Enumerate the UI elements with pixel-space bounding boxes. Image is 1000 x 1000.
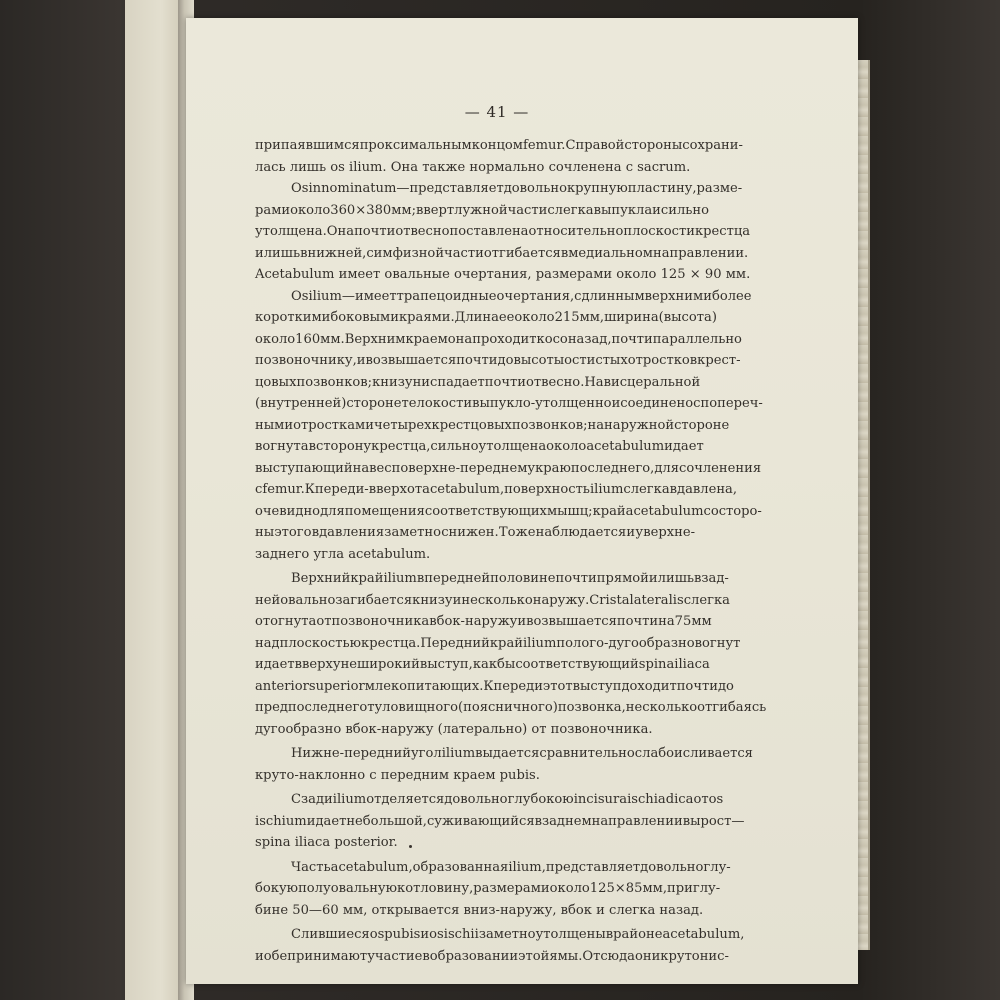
- page-text: [255, 135, 767, 967]
- text-line: Acetabulum имеет овальные очертания, размерами около 125 × 90 мм.: [255, 267, 751, 282]
- text-line: вогнута в сторону крестца, сильно утолщена около acetabulum и дает: [255, 439, 704, 454]
- paragraph-first-line: Os ilium—имеет трапецоидные очертания, с длинным верхним и более: [291, 288, 752, 304]
- paragraph-first-line: Слившиеся os pubis и os ischii заметно утолщены в районе acetabulum,: [291, 927, 745, 942]
- text-line: (внутренней) стороне тело кости выпукло-утолщенно и соединено с попереч-: [255, 396, 763, 411]
- text-line: лась лишь os ilium. Она также нормально сочленена с sacrum.: [255, 159, 691, 175]
- text-line: ны этого вдавления заметно снижен. То же наблюдается и у верхне-: [255, 525, 695, 540]
- text-line: очевидно для помещения соответствующих мышц; край acetabulum со сторо-: [255, 503, 762, 519]
- text-line: предпоследнего туловищного (поясничного) позвонка, несколько отгибаясь: [255, 700, 767, 715]
- text-line: около 160 мм. Верхним краем она проходит косо назад, почти параллельно: [255, 331, 742, 347]
- text-line: короткими боковыми краями. Длина ее около 215 мм, ширина (высота): [255, 310, 717, 325]
- text-line: spina iliaca posterior.: [255, 835, 398, 850]
- text-line: бине 50—60 мм, открывается вниз-наружу, вбок и слегка назад.: [255, 902, 704, 918]
- text-line: утолщена. Она почти отвесно поставлена относительно плоскости крестца: [255, 224, 751, 239]
- text-line: над плоскостью крестца. Передний край ilium полого-дугообразно вогнут: [255, 635, 741, 651]
- text-line: выступающий навес по верхне-переднему краю последнего, для сочленения: [255, 460, 762, 476]
- text-line: anterior superior млекопитающих. Кпереди этот выступ доходит почти до: [255, 678, 734, 694]
- paragraph-first-line: Сзади ilium отделяется довольно глубокою incisura ischiadica от os: [291, 792, 724, 807]
- paragraph-first-line: Os innominatum — представляет довольно крупную пластину, разме-: [291, 181, 743, 196]
- page-number: — 41 —: [464, 103, 530, 121]
- text-line: позвоночнику, и возвышается почти до высоты остистых отростков крест-: [255, 353, 741, 368]
- paragraph-first-line: Нижне-передний угол ilium выдается сравнительно слабо и сливается: [291, 746, 753, 761]
- text-line: припаявшимся проксимальным концом femur. С правой стороны сохрани-: [255, 138, 743, 153]
- text-line: с femur. Кпереди-вверх от acetabulum, поверхность ilium слегка вдавлена,: [255, 482, 738, 497]
- text-line: рами около 360 × 380 мм; в вертлужной части слегка выпукла и сильно: [255, 202, 710, 218]
- text-line: отогнута от позвоночника вбок-наружу и возвышается почти на 75 мм: [255, 614, 712, 629]
- text-line: и лишь в нижней, симфизной части отгибается в медиальном направлении.: [255, 245, 749, 261]
- text-line: дугообразно вбок-наружу (латерально) от позвоночника.: [255, 721, 653, 737]
- text-line: бокую полуовальную котловину, размерами около 125 × 85 мм, при глу-: [255, 881, 721, 896]
- text-line: и обе принимают участие в образовании этой ямы. Отсюда они круто нис-: [255, 948, 729, 964]
- paragraph-first-line: Часть acetabulum, образованная ilium, представляет довольно глу-: [291, 859, 731, 875]
- text-line: заднего угла acetabulum.: [255, 546, 431, 562]
- ink-speck: [409, 845, 412, 848]
- text-line: ischium и дает небольшой, суживающийся в заднем направлении вырост—: [255, 813, 745, 829]
- text-line: ными отростками четырех крестцовых позвонков; на наружной стороне: [255, 417, 730, 433]
- text-line: круто-наклонно с передним краем pubis.: [255, 767, 540, 783]
- text-line: и дает вверху неширокий выступ, как бы соответствующий spina iliaca: [255, 657, 710, 672]
- text-line: ней овально загибается книзу и несколько наружу. Crista lateralis слегка: [255, 592, 730, 608]
- paragraph-first-line: Верхний край ilium в передней половине почти прямой и лишь в зад-: [291, 571, 729, 586]
- previous-page-edge: [125, 0, 185, 1000]
- text-line: цовых позвонков; книзу ниспадает почти отвесно. На висцеральной: [255, 374, 701, 390]
